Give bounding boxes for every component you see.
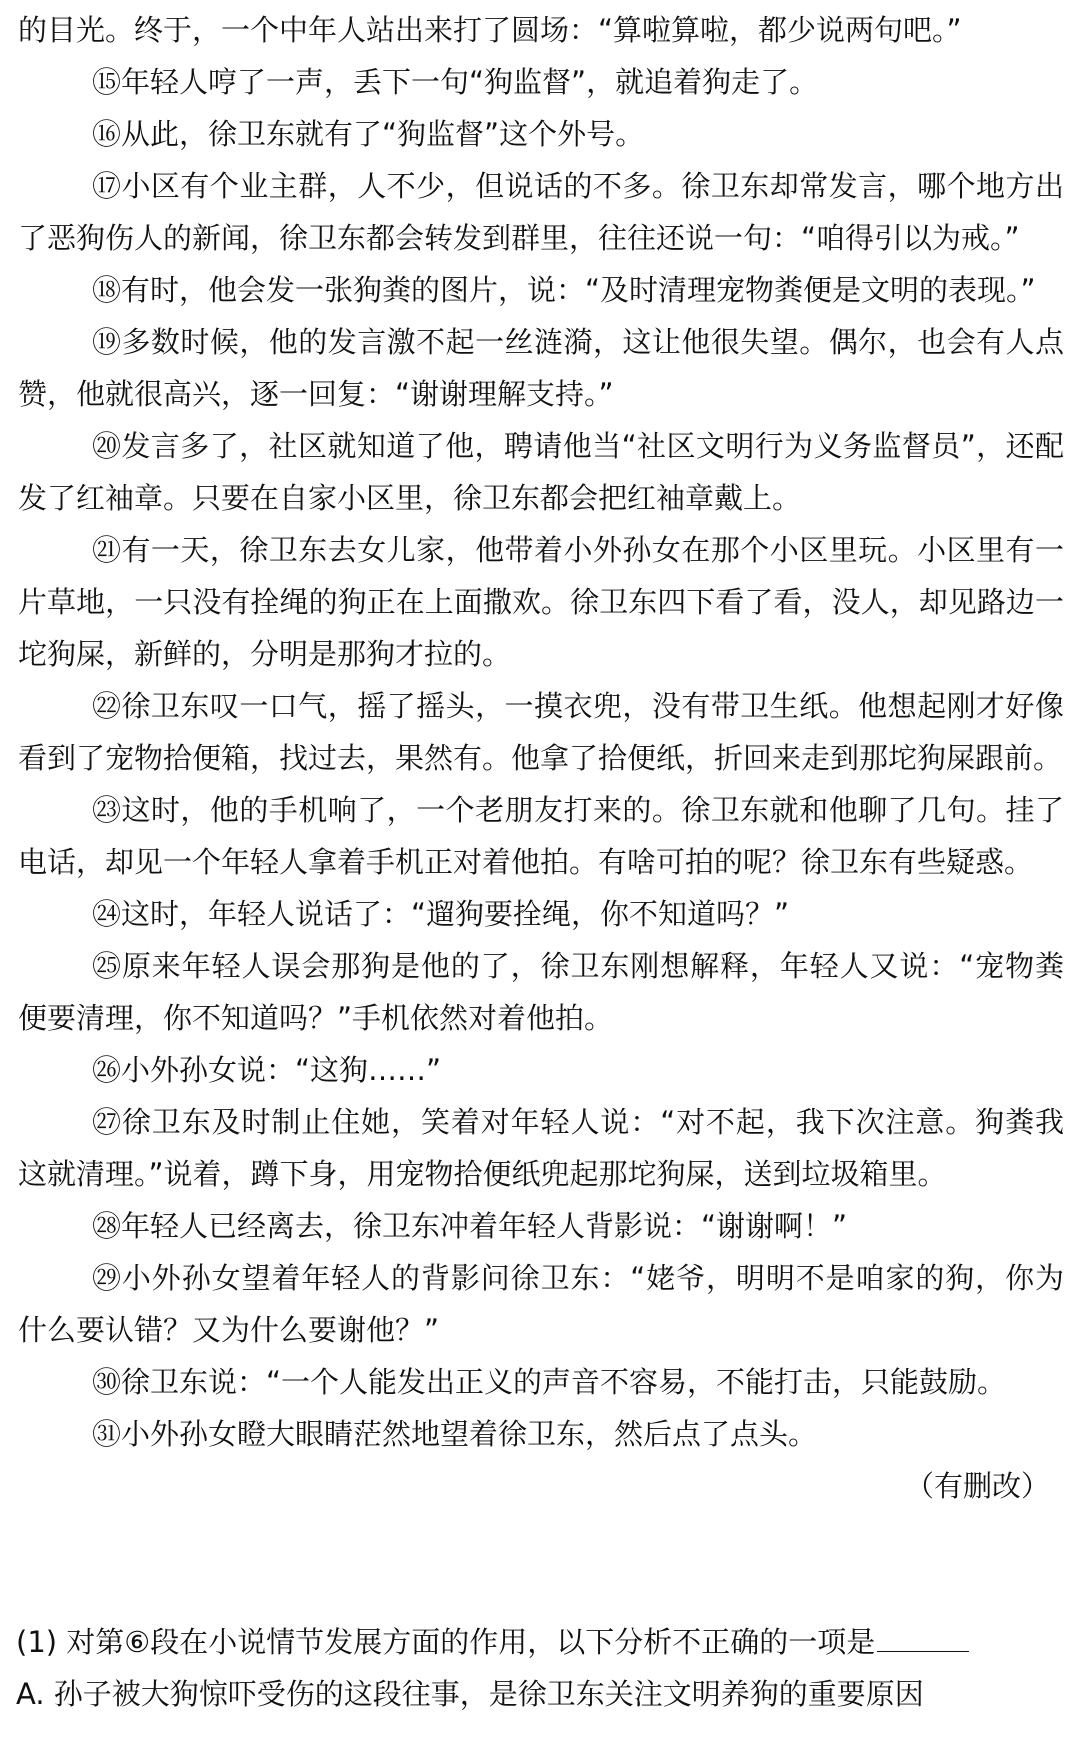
source-note: （有删改） xyxy=(904,1469,1050,1503)
paragraph-26 xyxy=(18,1044,1064,1096)
paragraph-text: 从此，徐卫东就有了“狗监督”这个外号。 xyxy=(121,117,645,151)
paragraph-number: ⑳ xyxy=(92,429,122,463)
paragraph-22 xyxy=(18,680,1064,784)
paragraph-24 xyxy=(18,888,1064,940)
paragraph-number: ㉚ xyxy=(92,1365,122,1399)
paragraph-21 xyxy=(18,524,1064,680)
paragraph-number: ⑱ xyxy=(92,273,122,307)
paragraph-text: 小区有个业主群，人不少，但说话的不多。徐卫东却常发言，哪个地方出了恶狗伤人的新闻，徐卫东都会转发到群里，往往还说一句：“咱得引以为戒。” xyxy=(18,169,1064,255)
paragraph-text: 徐卫东说：“一个人能发出正义的声音不容易，不能打击，只能鼓励。 xyxy=(121,1365,1007,1399)
paragraph-number: ㉛ xyxy=(92,1417,122,1451)
paragraph-25 xyxy=(18,940,1064,1044)
paragraph-number: ㉓ xyxy=(92,793,122,827)
paragraph-number: ⑮ xyxy=(92,65,122,99)
question-stem-line xyxy=(16,1616,1064,1668)
paragraph-text: 这时，年轻人说话了：“遛狗要拴绳，你不知道吗？” xyxy=(121,897,790,931)
paragraph-number: ⑰ xyxy=(92,169,122,203)
paragraph-number: ㉘ xyxy=(92,1209,122,1243)
paragraph-20 xyxy=(18,420,1064,524)
paragraph-text: 年轻人已经离去，徐卫东冲着年轻人背影说：“谢谢啊！” xyxy=(121,1209,848,1243)
paragraph-28 xyxy=(18,1200,1064,1252)
question-block xyxy=(16,1616,1064,1720)
paragraph-number: ㉗ xyxy=(92,1105,122,1139)
paragraph-number: ⑲ xyxy=(92,325,122,359)
paragraph-17 xyxy=(18,160,1064,264)
paragraph-number: ㉖ xyxy=(92,1053,122,1087)
paragraph-text: 徐卫东及时制止住她，笑着对年轻人说：“对不起，我下次注意。狗粪我这就清理。”说着，蹲下身，用宠物拾便纸兜起那坨狗屎，送到垃圾箱里。 xyxy=(18,1105,1064,1191)
paragraph-text: 多数时候，他的发言激不起一丝涟漪，这让他很失望。偶尔，也会有人点赞，他就很高兴，逐一回复：“谢谢理解支持。” xyxy=(18,325,1064,411)
paragraph-30 xyxy=(18,1356,1064,1408)
paragraph-number: ㉕ xyxy=(92,949,122,983)
paragraph-29 xyxy=(18,1252,1064,1356)
paragraph-16 xyxy=(18,108,1064,160)
paragraph-text: 原来年轻人误会那狗是他的了，徐卫东刚想解释，年轻人又说：“宠物粪便要清理，你不知道吗？”手机依然对着他拍。 xyxy=(18,949,1064,1035)
paragraph-number: ㉒ xyxy=(92,689,122,723)
paragraph-19 xyxy=(18,316,1064,420)
answer-blank xyxy=(877,1621,969,1652)
paragraph-text: 小外孙女望着年轻人的背影问徐卫东：“姥爷，明明不是咱家的狗，你为什么要认错？又为什么要谢他？” xyxy=(18,1261,1064,1347)
paragraph-31 xyxy=(18,1408,1064,1460)
paragraph-number: ㉔ xyxy=(92,897,122,931)
paragraph-18 xyxy=(18,264,1064,316)
paragraph-text: 的目光。终于，一个中年人站出来打了圆场：“算啦算啦，都少说两句吧。” xyxy=(18,13,962,47)
option-a: A. 孙子被大狗惊吓受伤的这段往事，是徐卫东关注文明养狗的重要原因 xyxy=(16,1677,924,1711)
passage-body xyxy=(18,4,1064,1512)
paragraph-number: ⑯ xyxy=(92,117,122,151)
paragraph-text: 小外孙女说：“这狗……” xyxy=(121,1053,442,1087)
paragraph-continuation xyxy=(18,4,1064,56)
paragraph-text: 有一天，徐卫东去女儿家，他带着小外孙女在那个小区里玩。小区里有一片草地，一只没有拴绳的狗正在上面撒欢。徐卫东四下看了看，没人，却见路边一坨狗屎，新鲜的，分明是那狗才拉的。 xyxy=(18,533,1064,671)
paragraph-text: 发言多了，社区就知道了他，聘请他当“社区文明行为义务监督员”，还配发了红袖章。只要在自家小区里，徐卫东都会把红袖章戴上。 xyxy=(18,429,1064,515)
paragraph-27 xyxy=(18,1096,1064,1200)
paragraph-number: ㉑ xyxy=(92,533,122,567)
paragraph-text: 徐卫东叹一口气，摇了摇头，一摸衣兜，没有带卫生纸。他想起刚才好像看到了宠物拾便箱，找过去，果然有。他拿了拾便纸，折回来走到那坨狗屎跟前。 xyxy=(18,689,1064,775)
paragraph-text: 有时，他会发一张狗粪的图片，说：“及时清理宠物粪便是文明的表现。” xyxy=(121,273,1036,307)
paragraph-text: 小外孙女瞪大眼睛茫然地望着徐卫东，然后点了点头。 xyxy=(121,1417,818,1451)
paragraph-text: 年轻人哼了一声，丢下一句“狗监督”，就追着狗走了。 xyxy=(121,65,819,99)
paragraph-15 xyxy=(18,56,1064,108)
paragraph-23 xyxy=(18,784,1064,888)
paragraph-number: ㉙ xyxy=(92,1261,122,1295)
paragraph-text: 这时，他的手机响了，一个老朋友打来的。徐卫东就和他聊了几句。挂了电话，却见一个年轻人拿着手机正对着他拍。有啥可拍的呢？徐卫东有些疑惑。 xyxy=(18,793,1064,879)
question-stem: (1) 对第⑥段在小说情节发展方面的作用，以下分析不正确的一项是 xyxy=(16,1625,876,1659)
